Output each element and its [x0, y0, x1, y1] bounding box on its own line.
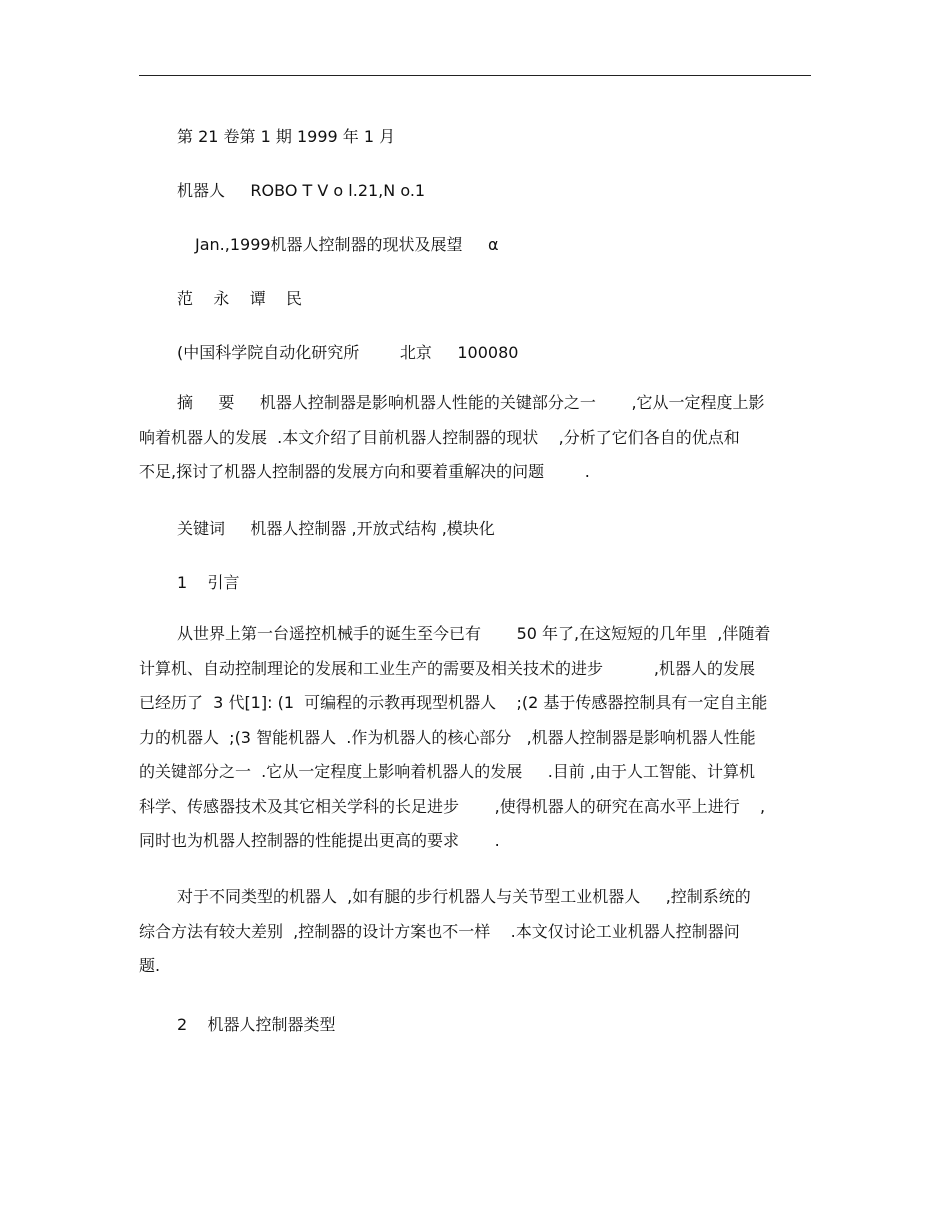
body-line: 力的机器人 ;(3 智能机器人 .作为机器人的核心部分 ,机器人控制器是影响机器人性能 [139, 727, 756, 747]
journal-line: 机器人 ROBO T V o l.21,N o.1 [177, 181, 426, 200]
body-line: 从世界上第一台遥控机械手的诞生至今已有 50 年了,在这短短的几年里 ,伴随着 [177, 624, 771, 643]
body-line: 科学、传感器技术及其它相关学科的长足进步 ,使得机器人的研究在高水平上进行 , [139, 796, 766, 816]
section2-heading: 2 机器人控制器类型 [177, 1015, 336, 1034]
section1-heading: 1 引言 [177, 573, 240, 592]
body-line: 的关键部分之一 .它从一定程度上影响着机器人的发展 .目前 ,由于人工智能、计算机 [139, 762, 755, 781]
header-rule [139, 75, 811, 76]
authors-line: 范 永 谭 民 [177, 289, 303, 308]
issue-line: 第 21 卷第 1 期 1999 年 1 月 [177, 127, 396, 146]
abstract-line: 响着机器人的发展 .本文介绍了目前机器人控制器的现状 ,分析了它们各自的优点和 [139, 427, 740, 447]
body-line: 同时也为机器人控制器的性能提出更高的要求 . [139, 831, 500, 850]
article-title: Jan.,1999机器人控制器的现状及展望 α [195, 235, 499, 254]
body-line: 对于不同类型的机器人 ,如有腿的步行机器人与关节型工业机器人 ,控制系统的 [177, 887, 751, 906]
body-line: 已经历了 3 代[1]: (1 可编程的示教再现型机器人 ;(2 基于传感器控制具有一定自主能 [139, 693, 768, 712]
section1-paragraph1 [139, 617, 811, 859]
body-line: 综合方法有较大差别 ,控制器的设计方案也不一样 .本文仅讨论工业机器人控制器问 [139, 921, 740, 941]
abstract-paragraph [139, 386, 811, 490]
body-line: 计算机、自动控制理论的发展和工业生产的需要及相关技术的进步 ,机器人的发展 [139, 658, 755, 678]
keywords-line: 关键词 机器人控制器 ,开放式结构 ,模块化 [177, 519, 495, 538]
body-line: 题. [139, 956, 161, 975]
section1-paragraph2 [139, 880, 811, 984]
abstract-line: 摘 要 机器人控制器是影响机器人性能的关键部分之一 ,它从一定程度上影 [177, 393, 765, 412]
abstract-line: 不足,探讨了机器人控制器的发展方向和要着重解决的问题 . [139, 462, 590, 481]
affiliation-line: (中国科学院自动化研究所 北京 100080 [177, 343, 519, 362]
